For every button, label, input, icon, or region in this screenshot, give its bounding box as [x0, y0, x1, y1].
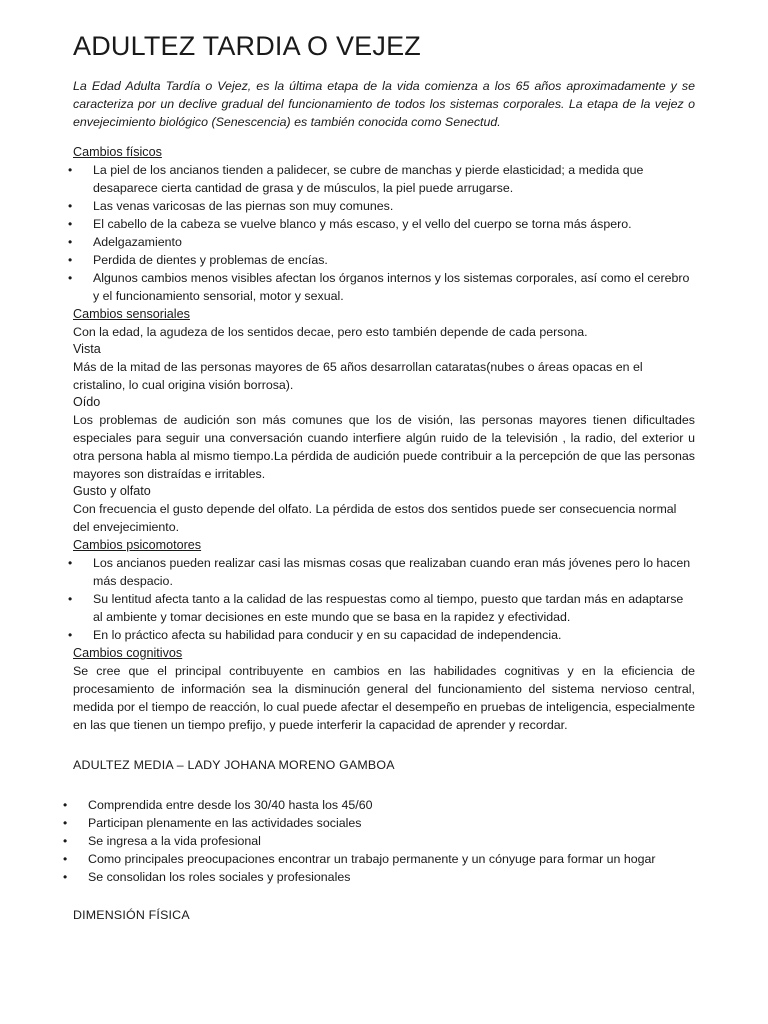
list-item: • Las venas varicosas de las piernas son muy comunes. — [68, 199, 394, 213]
heading-cambios-sensoriales: Cambios sensoriales — [73, 307, 190, 321]
list-item: • En lo práctico afecta su habilidad para conducir y en su capacidad de independencia. — [68, 628, 562, 642]
paragraph-vista: Más de la mitad de las personas mayores de 65 años desarrollan cataratas(nubes o áreas opacas en el cristalino, lo cual origina visión borrosa). — [73, 360, 643, 392]
list-item: • El cabello de la cabeza se vuelve blanco y más escaso, y el vello del cuerpo se torna más áspero. — [68, 217, 632, 231]
paragraph-cognitivos: Se cree que el principal contribuyente en cambios en las habilidades cognitivas y en la eficiencia de procesamiento de información sea la disminución general del funcionamiento del sistema nervioso central, medida por el tiempo de reacción, lo cual puede afectar el desempeño en pruebas de inteligencia, especialmente en las que tienen un tiempo prefijo, y puede interferir la capacidad de aprender y recordar. — [73, 664, 695, 732]
list-item: • Se consolidan los roles sociales y profesionales — [63, 870, 351, 884]
list-item: • La piel de los ancianos tienden a palidecer, se cubre de manchas y pierde elasticidad; a medida que desaparece cierta cantidad de grasa y de músculos, la piel puede arrugarse. — [68, 163, 644, 195]
paragraph-sensoriales: Con la edad, la agudeza de los sentidos decae, pero esto también depende de cada persona. — [73, 325, 588, 339]
intro-paragraph: La Edad Adulta Tardía o Vejez, es la última etapa de la vida comienza a los 65 años aproximadamente y se caracteriza por un declive gradual del funcionamiento de todos los sistemas corporales. La etapa de la vejez o envejecimiento biológico (Senescencia) es también conocida como Senectud. — [73, 79, 695, 129]
list-cambios-psicomotores — [68, 554, 695, 644]
bullet-icon: • — [68, 163, 73, 177]
list-item: • Adelgazamiento — [68, 235, 182, 249]
list-item: • Participan plenamente en las actividades sociales — [63, 816, 362, 830]
bullet-icon: • — [63, 798, 68, 812]
bullet-icon: • — [68, 271, 73, 285]
heading-cambios-psicomotores: Cambios psicomotores — [73, 538, 202, 552]
bullet-icon: • — [68, 628, 73, 642]
section-caption-dimension-fisica: DIMENSIÓN FÍSICA — [73, 908, 190, 922]
bullet-icon: • — [63, 870, 68, 884]
list-item: • Su lentitud afecta tanto a la calidad de las respuestas como al tiempo, puesto que tardan más en adaptarse al ambiente y tomar decisiones en este mundo que se basa en la rapidez y efectividad. — [68, 592, 684, 624]
bullet-icon: • — [68, 592, 73, 606]
bullet-icon: • — [68, 199, 73, 213]
list-item: • Algunos cambios menos visibles afectan los órganos internos y los sistemas corporales, así como el cerebro y el funcionamiento sensorial, motor y sexual. — [68, 271, 690, 303]
list-item: • Perdida de dientes y problemas de encías. — [68, 253, 328, 267]
bullet-icon: • — [63, 852, 68, 866]
heading-gusto-olfato: Gusto y olfato — [73, 484, 151, 498]
heading-vista: Vista — [73, 342, 101, 356]
list-item: • Comprendida entre desde los 30/40 hasta los 45/60 — [63, 798, 373, 812]
heading-cambios-cognitivos: Cambios cognitivos — [73, 646, 183, 660]
list-item: • Como principales preocupaciones encontrar un trabajo permanente y un cónyuge para formar un hogar — [63, 852, 656, 866]
list-item: • Se ingresa a la vida profesional — [63, 834, 261, 848]
paragraph-gusto-olfato: Con frecuencia el gusto depende del olfato. La pérdida de estos dos sentidos puede ser consecuencia normal del envejecimiento. — [73, 502, 677, 534]
bullet-icon: • — [63, 816, 68, 830]
heading-oido: Oído — [73, 395, 101, 409]
bullet-icon: • — [68, 217, 73, 231]
heading-cambios-fisicos: Cambios físicos — [73, 145, 162, 159]
paragraph-oido: Los problemas de audición son más comunes que los de visión, las personas mayores tienen dificultades especiales para seguir una conversación cuando interfiere algún ruido de la televisión , la radio, del exterior u otra persona habla al mismo tiempo.La pérdida de audición puede contribuir a la percepción de que las personas mayores son distraídas e irritables. — [73, 413, 695, 481]
bullet-icon: • — [68, 235, 73, 249]
bullet-icon: • — [68, 556, 73, 570]
document-page — [63, 30, 695, 924]
bullet-icon: • — [68, 253, 73, 267]
bullet-icon: • — [63, 834, 68, 848]
list-cambios-fisicos — [68, 161, 695, 305]
page-title: ADULTEZ TARDIA O VEJEZ — [73, 31, 421, 61]
section-caption-adultez-media: ADULTEZ MEDIA – LADY JOHANA MORENO GAMBOA — [73, 758, 395, 772]
list-item: • Los ancianos pueden realizar casi las mismas cosas que realizaban cuando eran más jóvenes pero lo hacen más despacio. — [68, 556, 691, 588]
list-adultez-media — [63, 796, 695, 886]
